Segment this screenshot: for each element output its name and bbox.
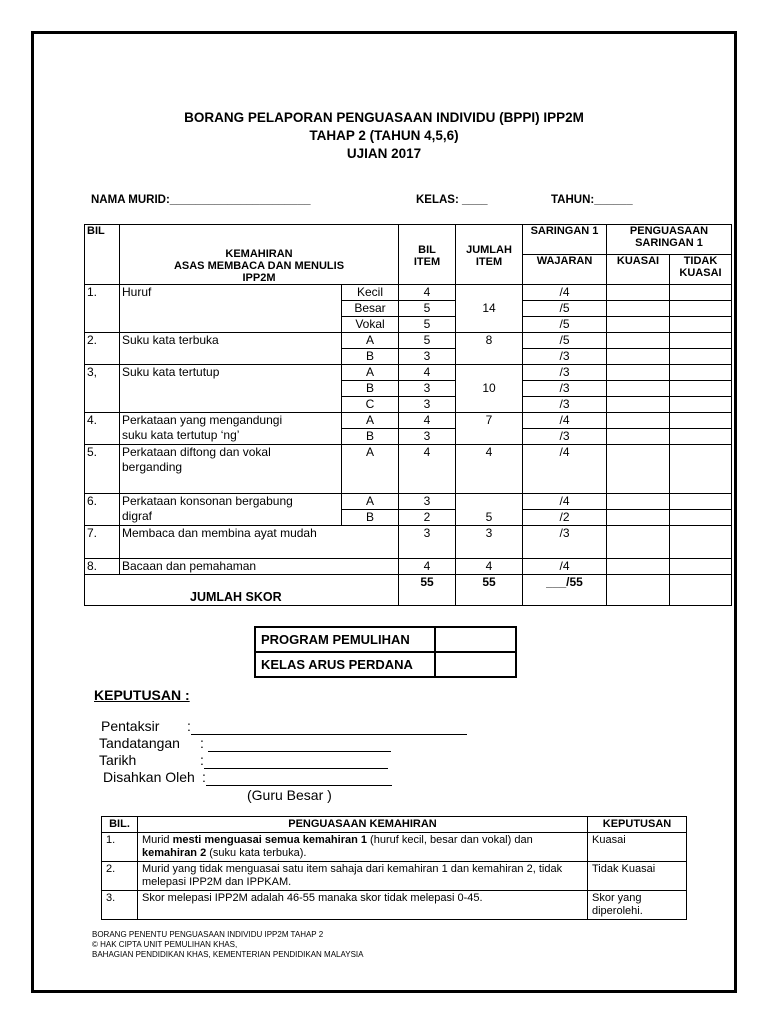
kuasai-cell[interactable] [607, 429, 670, 445]
program-pemulihan-label: PROGRAM PEMULIHAN [255, 627, 435, 652]
tarikh-input[interactable] [204, 752, 388, 769]
table-row: 3, Suku kata tertutup A 4 10 /3 [85, 365, 732, 381]
total-sum: 55 [456, 575, 523, 606]
table-row: 7. Membaca dan membina ayat mudah 3 3 /3 [85, 526, 732, 559]
guru-besar-label: (Guru Besar ) [247, 787, 332, 803]
kuasai-cell[interactable] [607, 413, 670, 429]
program-table [254, 626, 517, 678]
header-wajaran: WAJARAN [523, 255, 607, 285]
total-weight[interactable]: ___/55 [523, 575, 607, 606]
tidak-kuasai-cell[interactable] [670, 397, 732, 413]
tandatangan-row: Tandatangan : [99, 735, 391, 752]
table-row: B 3 /3 [85, 349, 732, 365]
class-field[interactable]: KELAS: ____ [416, 194, 488, 206]
header-kemahiran: KEMAHIRAN ASAS MEMBACA DAN MENULIS IPP2M [120, 225, 399, 285]
kuasai-cell[interactable] [607, 349, 670, 365]
tidak-kuasai-cell[interactable] [670, 429, 732, 445]
kuasai-cell[interactable] [607, 397, 670, 413]
footer-line-3: BAHAGIAN PENDIDIKAN KHAS, KEMENTERIAN PENDIDIKAN MALAYSIA [92, 950, 364, 959]
form-title: BORANG PELAPORAN PENGUASAAN INDIVIDU (BPPI) IPP2M [184, 110, 584, 125]
tidak-kuasai-cell[interactable] [670, 575, 732, 606]
table-row: 1. Murid mesti menguasai semua kemahiran 1 (huruf kecil, besar dan vokal) dan kemahiran 2 (suku kata terbuka). Kuasai [102, 833, 687, 862]
header-bil-item: BIL ITEM [399, 225, 456, 285]
kuasai-cell[interactable] [607, 301, 670, 317]
table-row: 2. Murid yang tidak menguasai satu item sahaja dari kemahiran 1 dan kemahiran 2, tidak melepasi IPP2M dan IPPKAM. Tidak Kuasai [102, 862, 687, 891]
kuasai-cell[interactable] [607, 445, 670, 494]
total-items: 55 [399, 575, 456, 606]
header-jumlah-item: JUMLAH ITEM [456, 225, 523, 285]
tidak-kuasai-cell[interactable] [670, 285, 732, 301]
pentaksir-row: Pentaksir : [101, 718, 467, 735]
table-row: 4. Perkataan yang mengandungi suku kata tertutup ‘ng’ A 4 7 /4 [85, 413, 732, 429]
tidak-kuasai-cell[interactable] [670, 445, 732, 494]
kuasai-cell[interactable] [607, 317, 670, 333]
header-tidak-kuasai: TIDAK KUASAI [670, 255, 732, 285]
table-row: 3. Skor melepasi IPP2M adalah 46-55 manaka skor tidak melepasi 0-45. Skor yang diperolehi. [102, 891, 687, 920]
tarikh-row: Tarikh : [99, 752, 388, 769]
kuasai-cell[interactable] [607, 285, 670, 301]
keputusan-heading: KEPUTUSAN : [94, 687, 190, 703]
tidak-kuasai-cell[interactable] [670, 381, 732, 397]
table-row: B 2 /2 [85, 510, 732, 526]
kuasai-cell[interactable] [607, 510, 670, 526]
disahkan-input[interactable] [206, 769, 392, 786]
header-kuasai: KUASAI [607, 255, 670, 285]
kuasai-cell[interactable] [607, 494, 670, 510]
tidak-kuasai-cell[interactable] [670, 333, 732, 349]
table-row: 5. Perkataan diftong dan vokal berganding A 4 4 /4 [85, 445, 732, 494]
pentaksir-input[interactable] [191, 718, 467, 735]
tidak-kuasai-cell[interactable] [670, 510, 732, 526]
kuasai-cell[interactable] [607, 526, 670, 559]
footer-line-1: BORANG PENENTU PENGUASAAN INDIVIDU IPP2M TAHAP 2 [92, 930, 324, 939]
table-row: C 3 /3 [85, 397, 732, 413]
kelas-arus-perdana-label: KELAS ARUS PERDANA [255, 652, 435, 677]
tidak-kuasai-cell[interactable] [670, 365, 732, 381]
footer-line-2: © HAK CIPTA UNIT PEMULIHAN KHAS, [92, 940, 238, 949]
table-row: 1. Huruf Kecil 4 14 /4 [85, 285, 732, 301]
criteria-header: BIL. PENGUASAAN KEMAHIRAN KEPUTUSAN [102, 817, 687, 833]
tidak-kuasai-cell[interactable] [670, 317, 732, 333]
tandatangan-input[interactable] [208, 735, 391, 752]
kuasai-cell[interactable] [607, 333, 670, 349]
tidak-kuasai-cell[interactable] [670, 494, 732, 510]
total-row [85, 575, 732, 606]
student-name-field[interactable]: NAMA MURID:______________________ [91, 194, 311, 206]
table-row: 2. Suku kata terbuka A 5 8 /5 [85, 333, 732, 349]
header-penguasaan: PENGUASAAN SARINGAN 1 [607, 225, 732, 255]
table-row: Besar 5 /5 [85, 301, 732, 317]
tidak-kuasai-cell[interactable] [670, 559, 732, 575]
kuasai-cell[interactable] [607, 365, 670, 381]
tidak-kuasai-cell[interactable] [670, 301, 732, 317]
kuasai-cell[interactable] [607, 381, 670, 397]
table-row: Vokal 5 /5 [85, 317, 732, 333]
kuasai-cell[interactable] [607, 575, 670, 606]
total-label: JUMLAH SKOR [85, 575, 399, 606]
table-row: B 3 /3 [85, 381, 732, 397]
header-saringan: SARINGAN 1 [523, 225, 607, 255]
table-row: 6. Perkataan konsonan bergabung digraf A 3 5 /4 [85, 494, 732, 510]
form-exam-year: UJIAN 2017 [346, 146, 422, 161]
disahkan-row: Disahkan Oleh : [103, 769, 392, 786]
tidak-kuasai-cell[interactable] [670, 349, 732, 365]
tidak-kuasai-cell[interactable] [670, 526, 732, 559]
skills-table [84, 224, 732, 606]
kelas-arus-perdana-checkbox[interactable] [435, 652, 516, 677]
header-bil: BIL [85, 225, 120, 285]
kuasai-cell[interactable] [607, 559, 670, 575]
year-field[interactable]: TAHUN:______ [551, 194, 633, 206]
criteria-table [101, 816, 687, 920]
table-row: B 3 /3 [85, 429, 732, 445]
tidak-kuasai-cell[interactable] [670, 413, 732, 429]
table-row: 8. Bacaan dan pemahaman 4 4 /4 [85, 559, 732, 575]
form-subtitle: TAHAP 2 (TAHUN 4,5,6) [309, 128, 459, 143]
program-pemulihan-checkbox[interactable] [435, 627, 516, 652]
